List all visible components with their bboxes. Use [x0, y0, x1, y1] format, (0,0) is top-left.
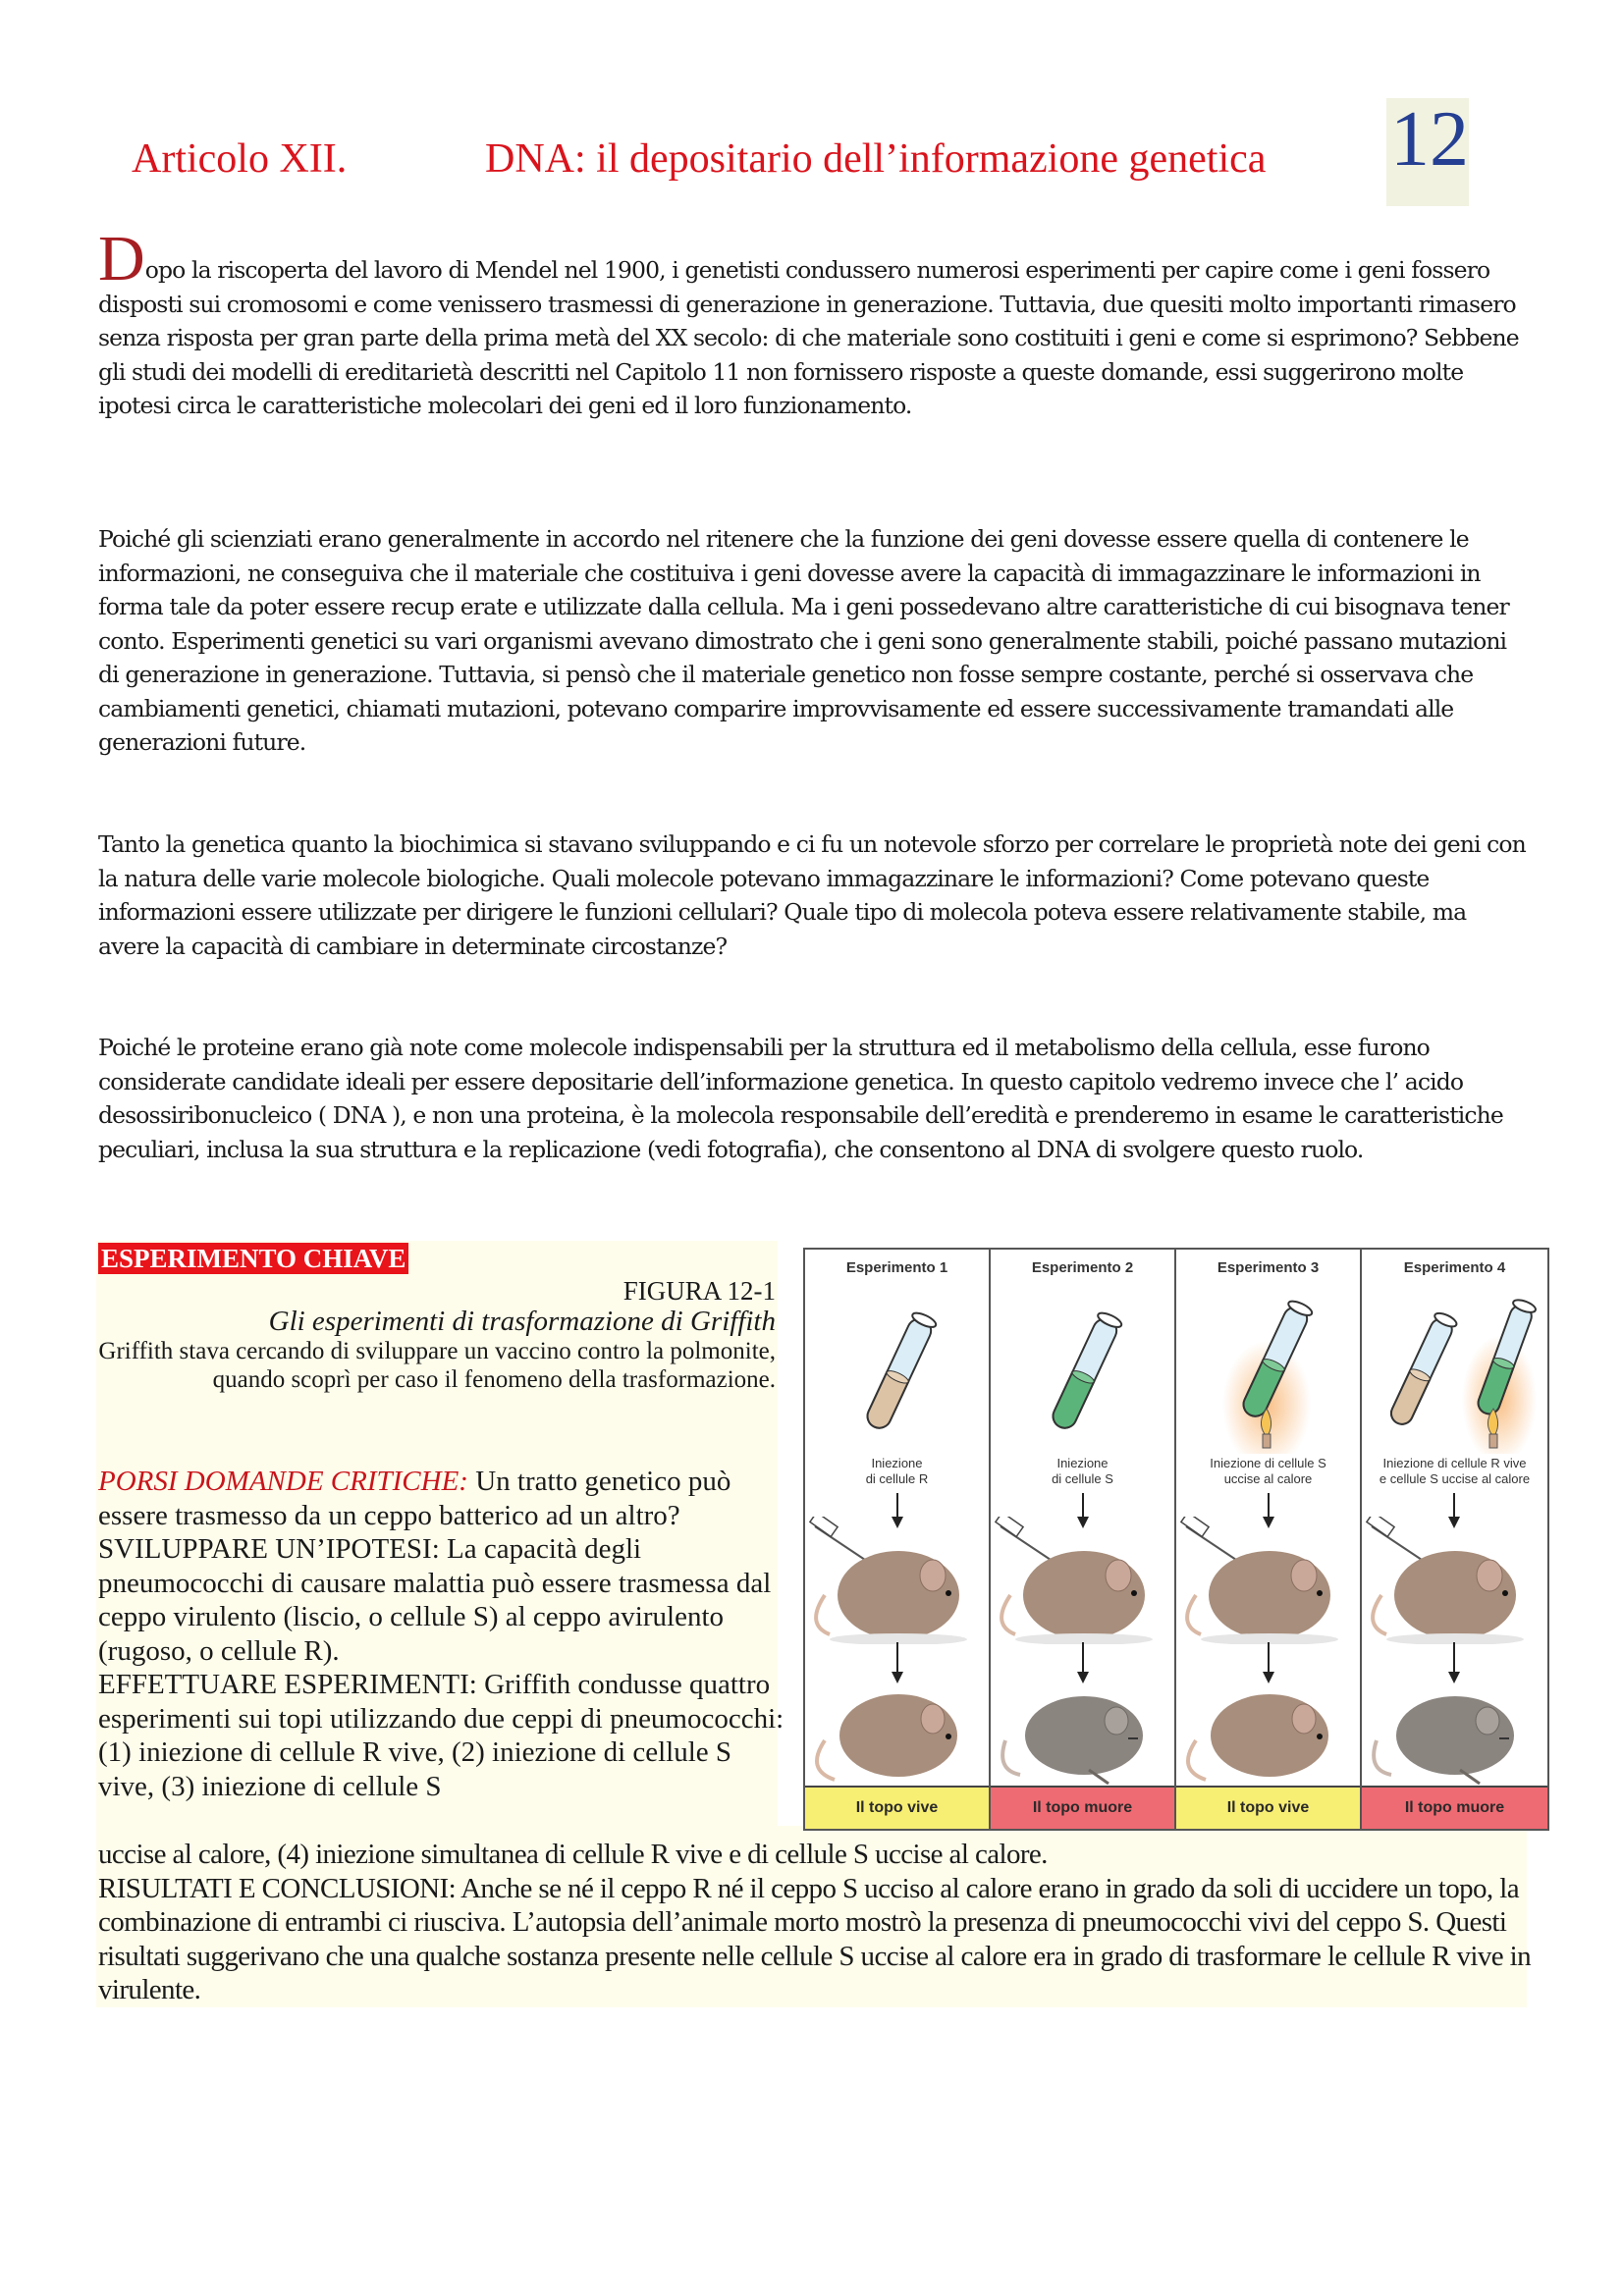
arrow-down-icon: [896, 1642, 898, 1682]
paragraph-2: Poiché gli scienziati erano generalmente in accordo nel ritenere che la funzione dei geni dovesse essere quella di contenere le informazioni, ne conseguiva che il materiale che costituiva i geni dovesse avere la capacità di immagazzinare le informazioni in forma tale da poter essere recup erate e utilizzate dalla cellula. Ma i geni possedevano altre caratteristiche di cui bisognava tener conto. Esperimenti genetici su vari organismi avevano dimostrato che i geni sono generalmente stabili, poiché passano mutazioni di generazione in generazione. Tuttavia, si pensò che il materiale genetico non fosse sempre costante, perché si osservava che cambiamenti genetici, chiamati mutazioni, potevano comparire improvvisamente ed essere successivamente tramandati alle generazioni future.: [98, 525, 1509, 756]
figure-label: FIGURA 12-1: [622, 1276, 776, 1306]
mouse-dead-icon: [991, 1682, 1173, 1785]
experiment-heading: Esperimento 1: [845, 1259, 948, 1276]
page-header: [132, 96, 1506, 214]
article-label: Articolo XII.: [132, 136, 348, 182]
injection-label: Iniezione di cellule R: [865, 1456, 929, 1486]
arrow-down-icon: [1453, 1642, 1455, 1682]
experiment-column-4: [1362, 1250, 1547, 1829]
experiment-column-1: [805, 1250, 991, 1829]
result-alive: Il topo vive: [805, 1786, 989, 1829]
key-experiment-badge: ESPERIMENTO CHIAVE: [98, 1243, 408, 1274]
two-test-tubes-icon: [1362, 1287, 1544, 1454]
hypothesis: SVILUPPARE UN’IPOTESI: La capacità degli pneumococchi di causare malattia può essere trasmessa dal ceppo virulento (liscio, o cellule S) al ceppo avirulento (rugoso, o cellule R).: [98, 1533, 772, 1667]
mouse-injected-icon: [805, 1517, 988, 1644]
result-dead: Il topo muore: [991, 1786, 1174, 1829]
results-conclusions: RISULTATI E CONCLUSIONI: Anche se né il ceppo R né il ceppo S ucciso al calore erano in grado da soli di uccidere un topo, la combinazione di entrambi ci riusciva. L’autopsia dell’animale morto mostrò la presenza di pneumococchi vivi del ceppo S. Questi risultati suggerivano che una qualche sostanza presente nelle cellule S uccise al calore era in grado di trasformare le cellule R vive in virulente.: [98, 1872, 1532, 2005]
mouse-injected-icon: [1362, 1517, 1544, 1644]
critical-question-label: PORSI DOMANDE CRITICHE:: [98, 1466, 468, 1497]
paragraph-4: Poiché le proteine erano già note come molecole indispensabili per la struttura ed il metabolismo della cellula, esse furono considerate candidate ideali per essere depositarie dell’informazione genetica. In questo capitolo vedremo invece che l’ acido desossiribonucleico ( DNA ), e non una proteina, è la molecola responsabile dell’eredità e prenderemo in esame le caratteristiche peculiari, inclusa la sua struttura e la replicazione (vedi fotografia), che consentono al DNA di svolgere questo ruolo.: [98, 1034, 1503, 1163]
critical-question-text: Un tratto genetico può essere trasmesso da un ceppo batterico ad un altro?: [98, 1466, 731, 1531]
mouse-alive-icon: [805, 1682, 988, 1785]
mouse-alive-icon: [1176, 1682, 1359, 1785]
test-tube-icon: [805, 1287, 988, 1454]
figure-title: Gli esperimenti di trasformazione di Griffith: [268, 1306, 776, 1337]
figure-caption: [98, 1276, 776, 1394]
experiment-heading: Esperimento 3: [1217, 1259, 1320, 1276]
page-title: DNA: il depositario dell’informazione genetica: [485, 136, 1267, 182]
mouse-dead-icon: [1362, 1682, 1544, 1785]
critical-question: [98, 1465, 785, 1532]
injection-label: Iniezione di cellule R vive e cellule S uccise al calore: [1379, 1456, 1531, 1486]
paragraph-intro: [98, 223, 1532, 423]
chapter-number: 12: [1390, 96, 1469, 183]
chapter-number-box: [1386, 98, 1469, 206]
mouse-injected-icon: [991, 1517, 1173, 1644]
arrow-down-icon: [1268, 1642, 1270, 1682]
experiments-description: EFFETTUARE ESPERIMENTI: Griffith condusse quattro esperimenti sui topi utilizzando due ceppi di pneumococchi: (1) iniezione di cellule R vive, (2) iniezione di cellule S vive, (3) iniezione di cellule S: [98, 1669, 784, 1802]
figure-description: Griffith stava cercando di sviluppare un vaccino contro la polmonite, quando scoprì per caso il fenomeno della trasformazione.: [98, 1338, 776, 1393]
experiment-steps: [98, 1465, 785, 1803]
griffith-figure: [803, 1248, 1549, 1831]
experiment-heading: Esperimento 4: [1403, 1259, 1506, 1276]
experiments-description-end: uccise al calore, (4) iniezione simultanea di cellule R vive e di cellule S uccise al calore.: [98, 1839, 1048, 1870]
paragraph-intro-text: opo la riscoperta del lavoro di Mendel nel 1900, i genetisti condussero numerosi esperimenti per capire come i geni fossero disposti sui cromosomi e come venissero trasmessi di generazione in generazione. Tuttavia, due quesiti molto importanti rimasero senza risposta per gran parte della prima metà del XX secolo: di che materiale sono costituiti i geni e come si esprimono? Sebbene gli studi dei modelli di ereditarietà descritti nel Capitolo 11 non fornissero risposte a queste domande, essi suggerirono molte ipotesi circa le caratteristiche molecolari dei geni ed il loro funzionamento.: [98, 256, 1519, 419]
experiment-column-2: [991, 1250, 1176, 1829]
paragraph-3: Tanto la genetica quanto la biochimica si stavano sviluppando e ci fu un notevole sforzo per correlare le proprietà note dei geni con la natura delle varie molecole biologiche. Quali molecole potevano immagazzinare le informazioni? Come potevano queste informazioni essere utilizzate per dirigere le funzioni cellulari? Quale tipo di molecola poteva essere relativamente stabile, ma avere la capacità di cambiare in determinate circostanze?: [98, 830, 1526, 960]
injection-label: Iniezione di cellule S uccise al calore: [1210, 1456, 1326, 1486]
test-tube-icon: [991, 1287, 1173, 1454]
experiment-steps-continued: [98, 1838, 1532, 2007]
arrow-down-icon: [1082, 1642, 1084, 1682]
injection-label: Iniezione di cellule S: [1052, 1456, 1113, 1486]
experiment-heading: Esperimento 2: [1031, 1259, 1134, 1276]
drop-cap: D: [98, 223, 144, 294]
experiment-column-3: [1176, 1250, 1362, 1829]
mouse-injected-icon: [1176, 1517, 1359, 1644]
result-alive: Il topo vive: [1176, 1786, 1360, 1829]
heated-test-tube-icon: [1176, 1287, 1359, 1454]
result-dead: Il topo muore: [1362, 1786, 1547, 1829]
